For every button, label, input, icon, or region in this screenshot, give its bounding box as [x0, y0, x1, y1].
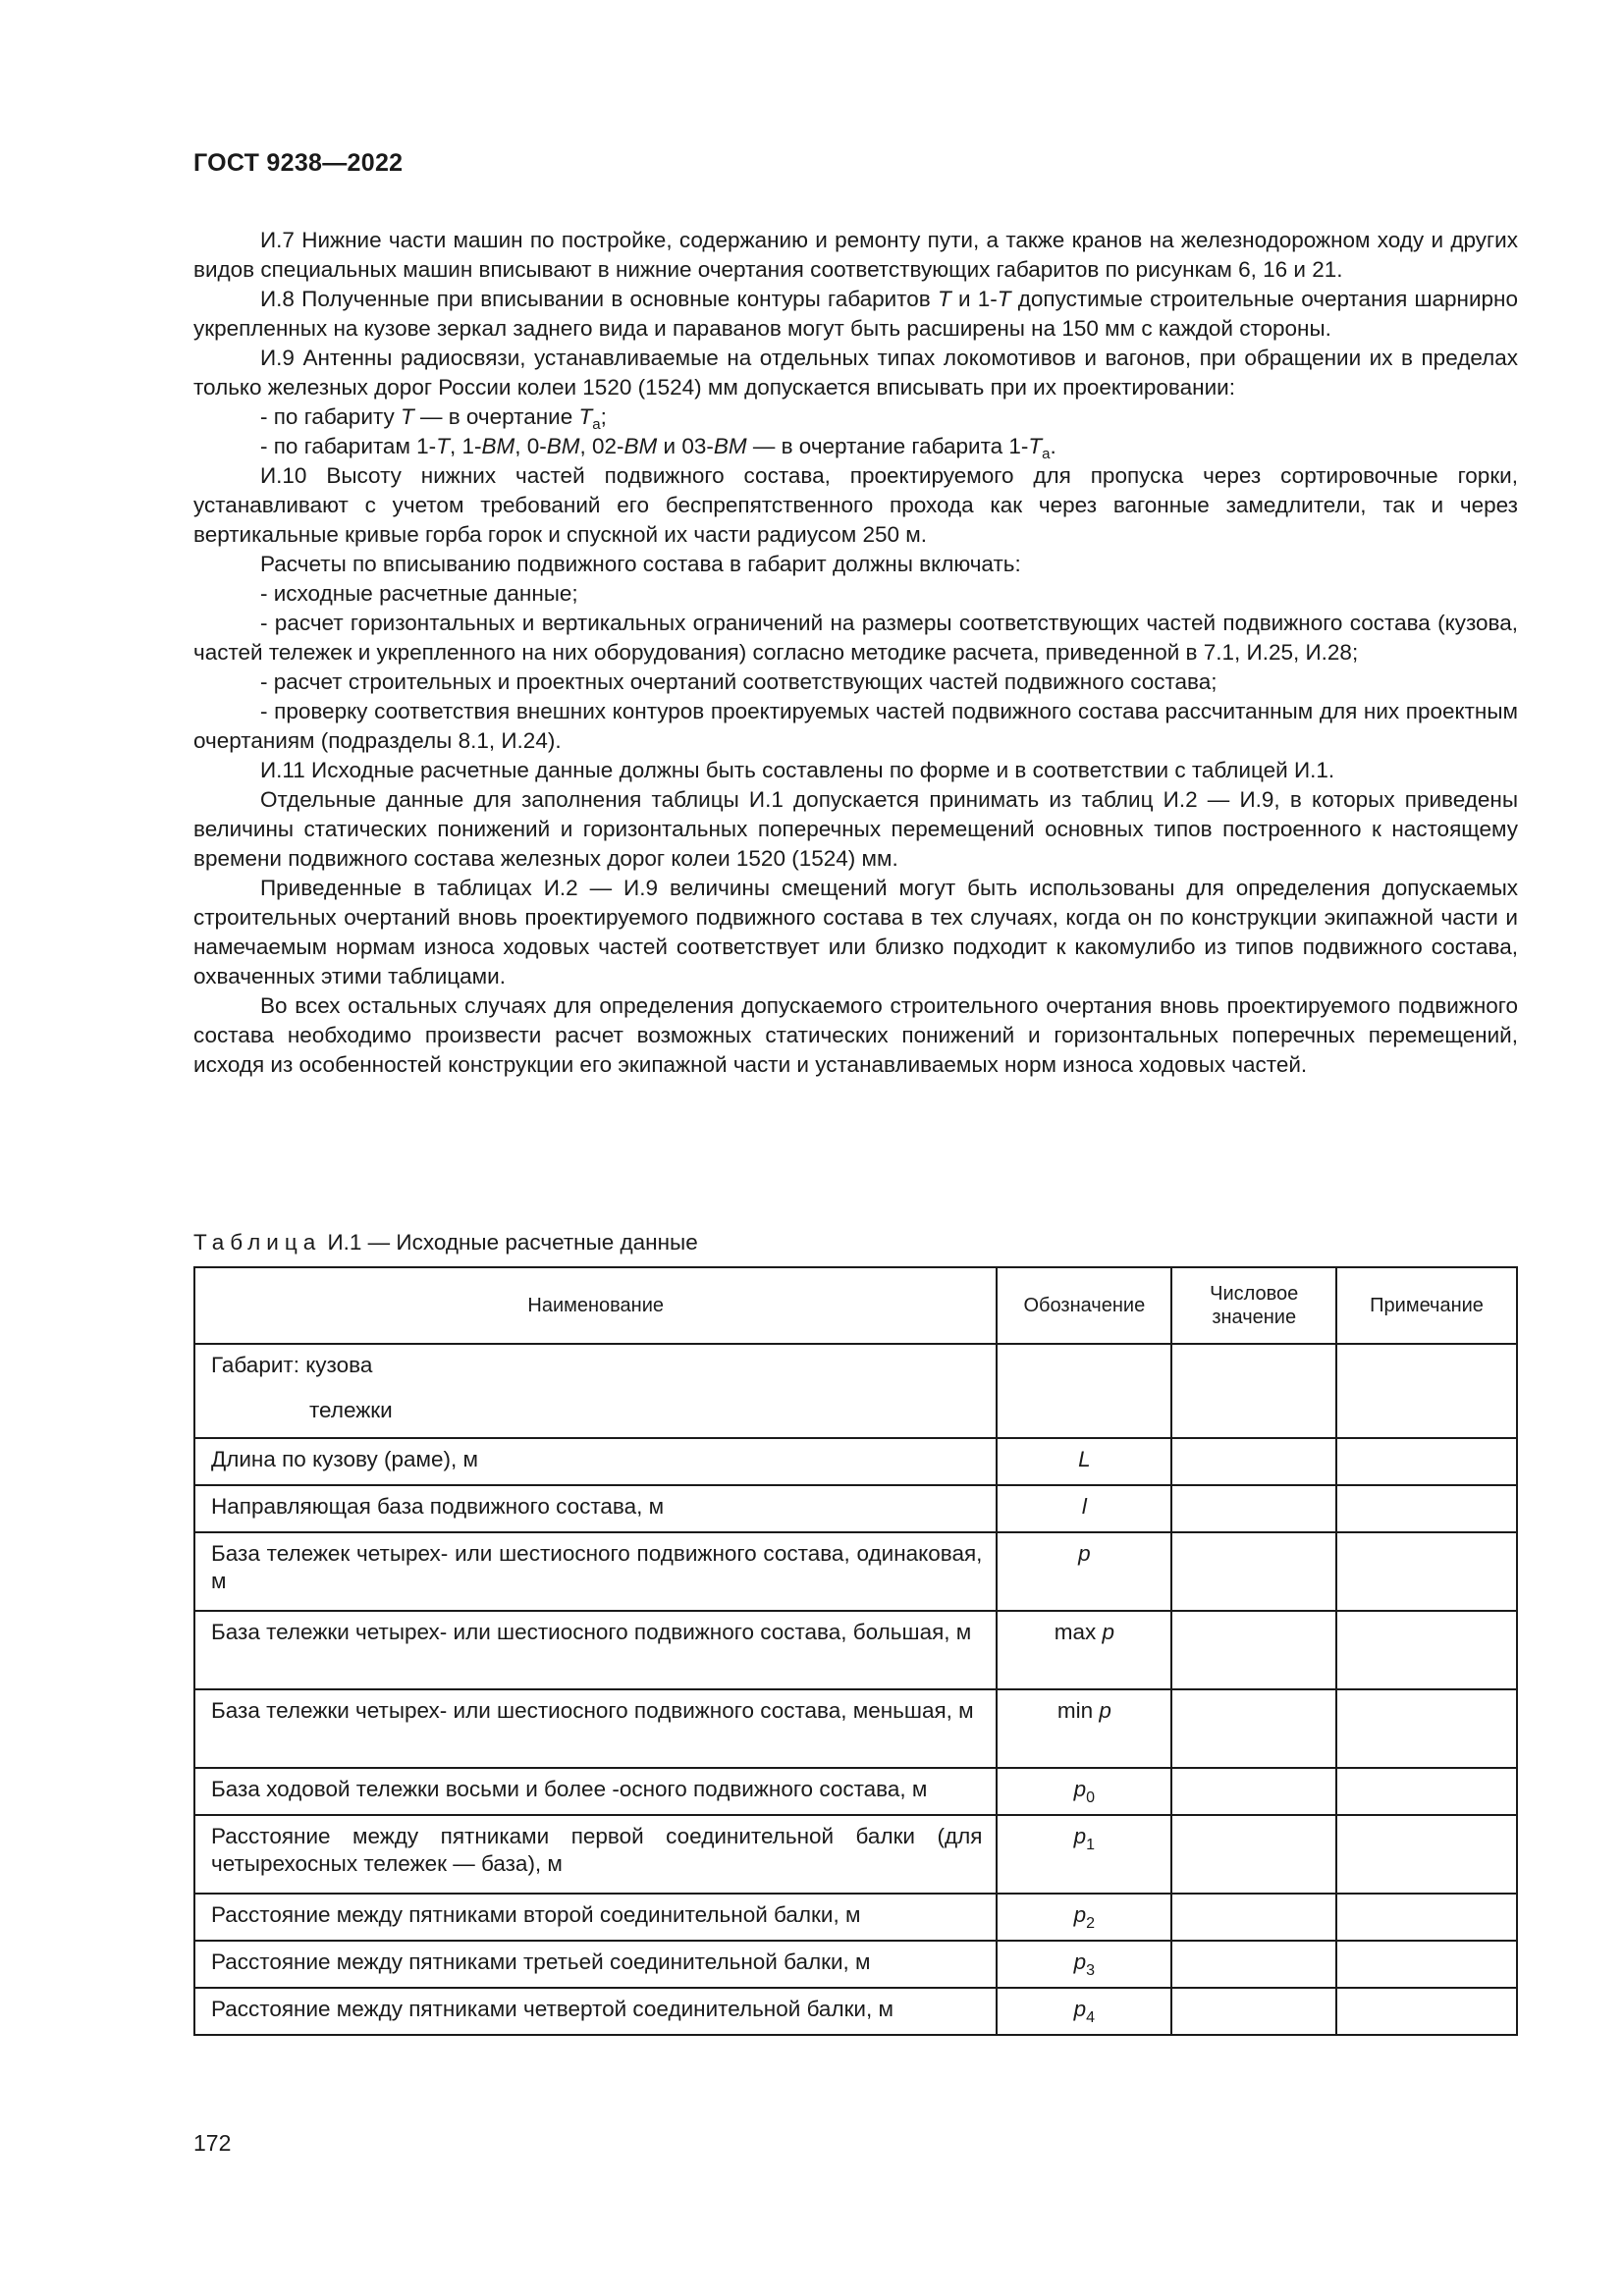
cell-note — [1336, 1611, 1517, 1689]
body-text — [193, 226, 1518, 1080]
table-caption: Таблица И.1 — Исходные расчетные данные — [193, 1230, 698, 1255]
cell-name: Длина по кузову (раме), м — [194, 1438, 997, 1485]
list-item-calc-2: - расчет горизонтальных и вертикальных ограничений на размеры соответствующих частей подвижного состава (кузова, частей тележек и укрепленного на них оборудования) согласно методике расчета, приведенной в 7.1, И.25, И.28; — [193, 611, 1518, 665]
cell-name: База тележки четырех- или шестиосного подвижного состава, большая, м — [194, 1611, 997, 1689]
cell-name: База тележек четырех- или шестиосного подвижного состава, одинаковая, м — [194, 1532, 997, 1611]
paragraph-i9: И.9 Антенны радиосвязи, устанавливаемые на отдельных типах локомотивов и вагонов, при обращении их в пределах только железных дорог России колеи 1520 (1524) мм допускается вписывать при их проектировании: — [193, 346, 1518, 400]
cell-symbol: $p_0$ — [997, 1768, 1171, 1815]
cell-symbol: $p_2$ — [997, 1894, 1171, 1941]
column-header-name: Наименование — [194, 1267, 997, 1344]
table-row — [194, 1344, 1517, 1438]
cell-note — [1336, 1768, 1517, 1815]
column-header-value: Числовое значение — [1171, 1267, 1336, 1344]
table-row — [194, 1988, 1517, 2035]
cell-symbol: $p_1$ — [997, 1815, 1171, 1894]
cell-value — [1171, 1988, 1336, 2035]
paragraph-i10: И.10 Высоту нижних частей подвижного состава, проектируемого для пропуска через сортировочные горки, устанавливают с учетом требований его беспрепятственного прохода как через вагонные замедлители, так и через вертикальные кривые горба горок и спускной их части радиусом 250 м. — [193, 463, 1518, 547]
cell-value — [1171, 1485, 1336, 1532]
cell-symbol: min p — [997, 1689, 1171, 1768]
cell-note — [1336, 1344, 1517, 1438]
cell-name: Габарит: кузова тележки — [194, 1344, 997, 1438]
list-item-calc-1: - исходные расчетные данные; — [260, 581, 578, 606]
table-row — [194, 1768, 1517, 1815]
cell-symbol: L — [997, 1438, 1171, 1485]
cell-value — [1171, 1438, 1336, 1485]
table-row — [194, 1532, 1517, 1611]
cell-value — [1171, 1689, 1336, 1768]
cell-note — [1336, 1689, 1517, 1768]
paragraph-i11-3: Приведенные в таблицах И.2 — И.9 величины смещений могут быть использованы для определения допускаемых строительных очертаний вновь проектируемого подвижного состава в тех случаях, когда он по конструкции экипажной части и намечаемым нормам износа ходовых частей соответствует или близко подходит к какомулибо из типов подвижного состава, охваченных этими таблицами. — [193, 876, 1518, 988]
table-row — [194, 1438, 1517, 1485]
cell-note — [1336, 1438, 1517, 1485]
list-item-calc-4: - проверку соответствия внешних контуров проектируемых частей подвижного состава рассчитанным для них проектным очертаниям (подразделы 8.1, И.24). — [193, 699, 1518, 753]
table-row — [194, 1815, 1517, 1894]
cell-value — [1171, 1768, 1336, 1815]
cell-name: Расстояние между пятниками четвертой соединительной балки, м — [194, 1988, 997, 2035]
column-header-note: Примечание — [1336, 1267, 1517, 1344]
table-row — [194, 1941, 1517, 1988]
column-header-symbol: Обозначение — [997, 1267, 1171, 1344]
cell-symbol: l — [997, 1485, 1171, 1532]
table-row — [194, 1485, 1517, 1532]
cell-name: Направляющая база подвижного состава, м — [194, 1485, 997, 1532]
cell-symbol — [997, 1344, 1171, 1438]
list-item-i9-2: - по габаритам 1-T, 1-ВМ, 0-ВМ, 02-ВМ и 03-ВМ — в очертание габарита $1-T_а$. — [260, 434, 1056, 462]
page-number: 172 — [193, 2130, 232, 2156]
cell-value — [1171, 1815, 1336, 1894]
paragraph-i11: И.11 Исходные расчетные данные должны быть составлены по форме и в соответствии с таблицей И.1. — [260, 758, 1335, 782]
table-row — [194, 1689, 1517, 1768]
table-row — [194, 1611, 1517, 1689]
cell-name: Расстояние между пятниками первой соединительной балки (для четырехосных тележек — база), м — [194, 1815, 997, 1894]
cell-note — [1336, 1894, 1517, 1941]
cell-value — [1171, 1532, 1336, 1611]
cell-name: База тележки четырех- или шестиосного подвижного состава, меньшая, м — [194, 1689, 997, 1768]
cell-name: Расстояние между пятниками третьей соединительной балки, м — [194, 1941, 997, 1988]
cell-symbol: p — [997, 1532, 1171, 1611]
cell-name: Расстояние между пятниками второй соединительной балки, м — [194, 1894, 997, 1941]
cell-symbol: max p — [997, 1611, 1171, 1689]
list-item-calc-3: - расчет строительных и проектных очертаний соответствующих частей подвижного состава; — [260, 669, 1218, 694]
cell-value — [1171, 1344, 1336, 1438]
cell-value — [1171, 1941, 1336, 1988]
cell-note — [1336, 1485, 1517, 1532]
list-item-i9-1: - по габариту T — в очертание $T_а$; — [260, 404, 607, 433]
cell-symbol: $p_4$ — [997, 1988, 1171, 2035]
data-table — [193, 1266, 1518, 2036]
cell-name: База ходовой тележки восьми и более -осного подвижного состава, м — [194, 1768, 997, 1815]
cell-note — [1336, 1815, 1517, 1894]
cell-note — [1336, 1988, 1517, 2035]
paragraph-i11-2: Отдельные данные для заполнения таблицы И.1 допускается принимать из таблиц И.2 — И.9, в которых приведены величины статических понижений и горизонтальных поперечных перемещений основных типов построенного к настоящему времени подвижного состава железных дорог колеи 1520 (1524) мм. — [193, 787, 1518, 871]
table-header-row — [194, 1267, 1517, 1344]
paragraph-i7: И.7 Нижние части машин по постройке, содержанию и ремонту пути, а также кранов на железнодорожном ходу и других видов специальных машин вписывают в нижние очертания соответствующих габаритов по рисункам 6, 16 и 21. — [193, 228, 1518, 282]
cell-note — [1336, 1532, 1517, 1611]
paragraph-i8: И.8 Полученные при вписывании в основные контуры габаритов T и 1-T допустимые строительные очертания шарнирно укрепленных на кузове зеркал заднего вида и параванов могут быть расширены на 150 мм с каждой стороны. — [193, 287, 1518, 341]
cell-value — [1171, 1611, 1336, 1689]
document-header: ГОСТ 9238—2022 — [193, 149, 404, 177]
cell-value — [1171, 1894, 1336, 1941]
paragraph-i11-4: Во всех остальных случаях для определения допускаемого строительного очертания вновь проектируемого подвижного состава необходимо произвести расчет возможных статических понижений и горизонтальных поперечных перемещений, исходя из особенностей конструкции его экипажной части и устанавливаемых норм износа ходовых частей. — [193, 993, 1518, 1077]
table-row — [194, 1894, 1517, 1941]
cell-note — [1336, 1941, 1517, 1988]
cell-symbol: $p_3$ — [997, 1941, 1171, 1988]
paragraph-calc-intro: Расчеты по вписыванию подвижного состава в габарит должны включать: — [260, 552, 1021, 576]
